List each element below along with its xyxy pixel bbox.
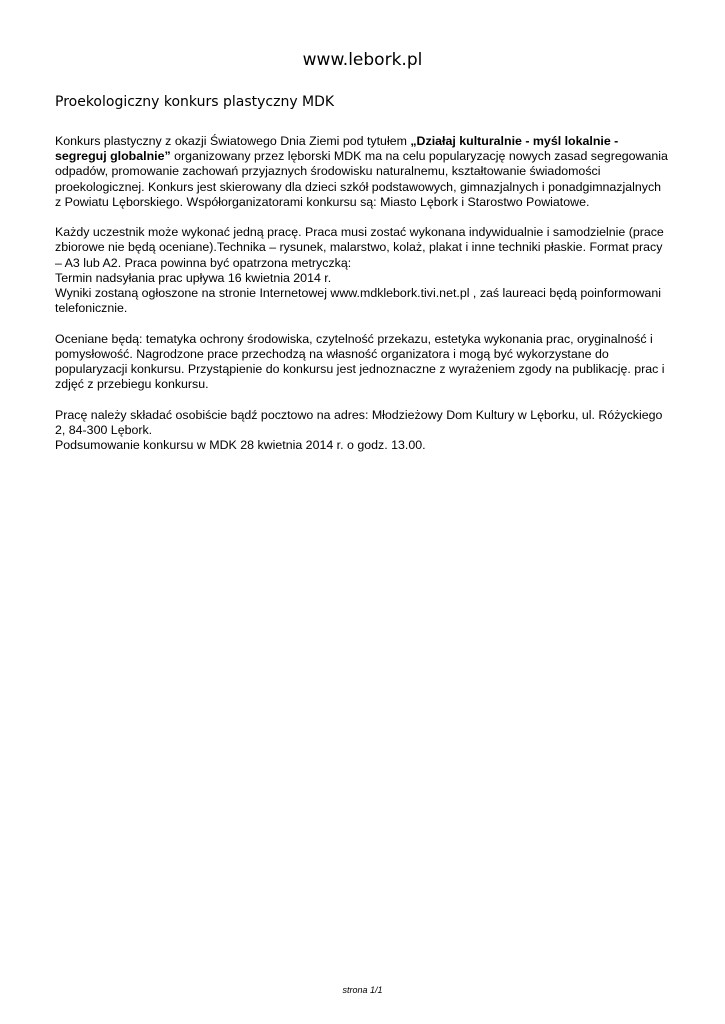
intro-text-continued: organizowany przez lęborski MDK ma na celu popularyzację nowych zasad segregowania odpadów, promowanie zachowań przyjaznych środowisku naturalnemu, kształtowanie świadomości proekologicznej. Konkurs jest skierowany dla dzieci szkół podstawowych, gimnazjalnych i ponadgimnazjalnych z Powiatu Lęborskiego. Współorganizatorami konkursu są: Miasto Lębork i Starostwo Powiatowe. — [55, 149, 668, 209]
paragraph-submission — [55, 408, 670, 454]
paragraph-intro — [55, 134, 670, 210]
contest-slogan: „Działaj kulturalnie - myśl lokalnie - segreguj globalnie” — [55, 134, 619, 164]
site-header: www.lebork.pl — [302, 50, 423, 70]
results-text: Wyniki zostaną ogłoszone na stronie Internetowej www.mdklebork.tivi.net.pl , zaś laureaci będą poinformowani telefonicznie. — [55, 286, 661, 316]
summary-text: Podsumowanie konkursu w MDK 28 kwietnia 2014 r. o godz. 13.00. — [55, 438, 426, 453]
page-number: strona 1/1 — [342, 985, 383, 995]
paragraph-evaluation: Oceniane będą: tematyka ochrony środowiska, czytelność przekazu, estetyka wykonania prac, oryginalność i pomysłowość. Nagrodzone prace przechodzą na własność organizatora i mogą być wykorzystane do popularyzacji konkursu. Przystąpienie do konkursu jest jednoznaczne z wyrażeniem zgody na publikację. prac i zdjęć z przebiegu konkursu. — [55, 331, 665, 392]
intro-text: Konkurs plastyczny z okazji Światowego Dnia Ziemi pod tytułem — [55, 134, 411, 148]
deadline-text: Termin nadsyłania prac upływa 16 kwietnia 2014 r. — [55, 270, 332, 285]
paragraph-rules — [55, 225, 670, 316]
rules-text: Każdy uczestnik może wykonać jedną pracę. Praca musi zostać wykonana indywidualnie i samodzielnie (prace zbiorowe nie będą oceniane).Technika – rysunek, malarstwo, kolaż, plakat i inne techniki płaskie. Format pracy – A3 lub A2. Praca powinna być opatrzona metryczką: — [55, 225, 664, 270]
address-text: Pracę należy składać osobiście bądź pocztowo na adres: Młodzieżowy Dom Kultury w Lęborku, ul. Różyckiego 2, 84-300 Lębork. — [55, 407, 663, 437]
article-body — [55, 134, 670, 468]
article-title: Proekologiczny konkurs plastyczny MDK — [55, 94, 335, 110]
